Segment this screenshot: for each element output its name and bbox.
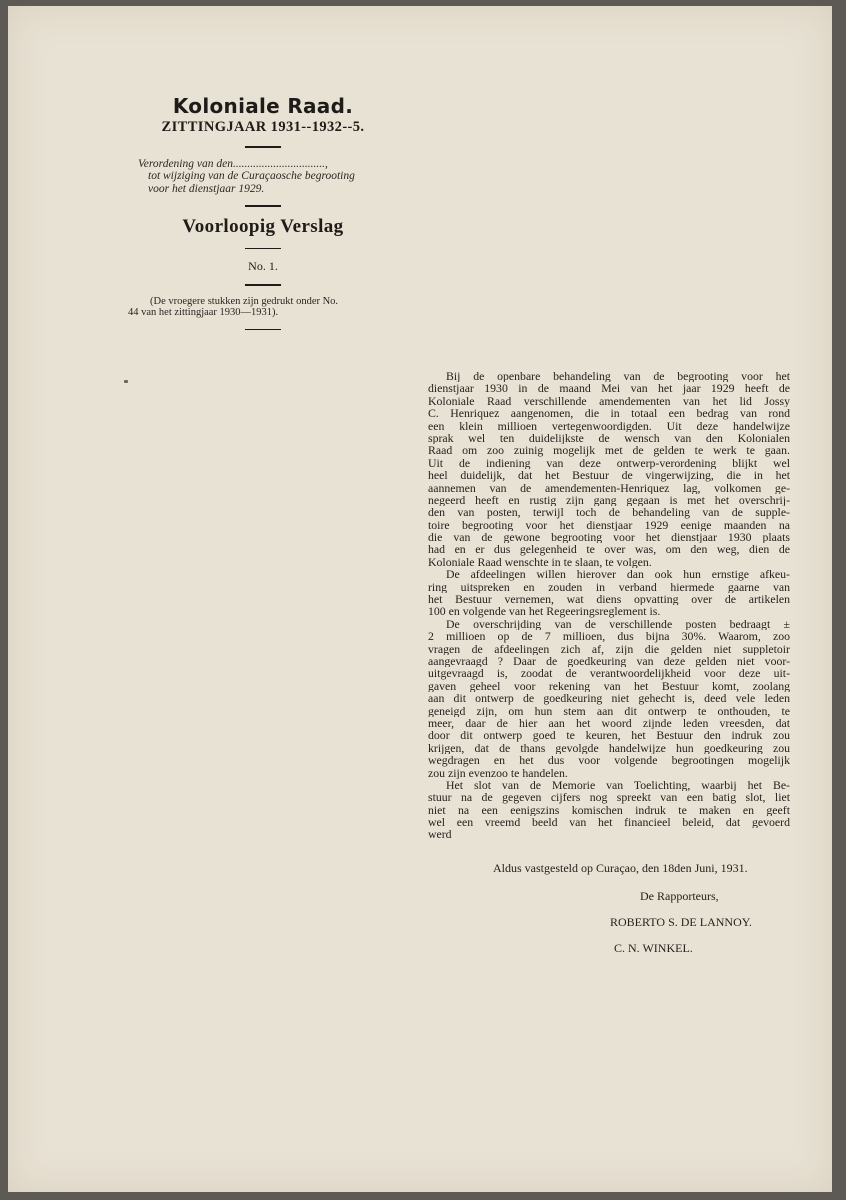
body-line: den van posten, terwijl toch de behandeling van de supple- — [428, 506, 790, 519]
body-line: Het slot van de Memorie van Toelichting, waarbij het Be- — [446, 778, 790, 792]
body-line: 100 en volgende van het Regeeringsreglement is. — [428, 605, 661, 618]
body-line: Bij de openbare behandeling van de begrooting voor het — [446, 370, 790, 383]
body-line: sprak wel ten duidelijkste de wensch van den Kolonialen — [428, 431, 790, 445]
body-line: C. Henriquez aangenomen, die in totaal een bedrag van rond — [428, 407, 790, 420]
body-line: een klein millioen vertegenwoordigden. Uit deze handelwijze — [428, 419, 790, 432]
body-line: vragen de afdeelingen zich af, zijn die gelden niet suppletoir — [428, 642, 790, 655]
session-year: ZITTINGJAAR 1931--1932--5. — [161, 119, 365, 135]
body-line: heel duidelijk, dat het Bestuur de vingerwijzing, die in het — [428, 469, 790, 482]
report-body — [428, 370, 790, 841]
council-title: Koloniale Raad. — [172, 94, 354, 118]
body-line: negeerd heeft en rustig zijn gang gegaan is met het overschrij- — [428, 493, 790, 507]
body-line: krijgen, dat de thans gevolgde handelwijze hun goedkeuring zou — [428, 741, 790, 755]
ordinance-line: voor het dienstjaar 1929. — [148, 182, 265, 195]
signatory: ROBERTO S. DE LANNOY. — [610, 915, 752, 929]
report-title: Voorloopig Verslag — [182, 215, 344, 237]
report-number: No. 1. — [248, 259, 278, 274]
body-line: Koloniale Raad verschillende amendementen van het lid Jossy — [428, 394, 790, 408]
divider — [245, 146, 281, 148]
body-line: wegdragen en het dus voor volgende begrootingen mogelijk — [428, 754, 790, 767]
body-line: het Bestuur vernemen, wat diens opvatting over de artikelen — [428, 593, 790, 606]
body-line: ring uitspreken en zouden in verband hiermede gaarne van — [428, 580, 790, 594]
body-line: werd — [428, 828, 452, 841]
body-line: aannemen van de amendementen-Henriquez lag, volkomen ge- — [428, 481, 790, 494]
body-line: Koloniale Raad wenschte in te slaan, te volgen. — [428, 555, 652, 569]
body-line: door dit ontwerp goed te keuren, het Bestuur den indruk zou — [428, 729, 790, 742]
body-line: meer, daar de hier aan het woord zijnde leden vreesden, dat — [428, 716, 790, 730]
body-line: geneigd zijn, om hun stem aan dit ontwerp te onthouden, te — [428, 704, 790, 717]
body-line: dienstjaar 1930 in de maand Mei van het jaar 1929 heeft de — [428, 382, 790, 395]
divider — [245, 205, 281, 207]
body-line: toire begrooting voor het dienstjaar 1929 eenige maanden na — [428, 518, 790, 532]
pin-mark — [124, 380, 128, 383]
body-line: aangevraagd ? Daar de goedkeuring van deze gelden niet voor- — [428, 654, 790, 668]
body-line: zou zijn evenzoo te handelen. — [428, 766, 568, 779]
ordinance-description — [128, 158, 398, 196]
signatory: C. N. WINKEL. — [614, 941, 693, 955]
divider — [245, 284, 281, 286]
body-line: Uit de indiening van deze ontwerp-verordening blijkt wel — [428, 456, 790, 470]
prior-documents-note — [128, 296, 398, 319]
body-line: wel een vreemd beeld van het financieel beleid, dat gevoerd — [428, 816, 790, 829]
body-line: Raad om zoo zuinig mogelijk met de gelden te werk te gaan. — [428, 444, 790, 457]
body-line: aan dit ontwerp de goedkeuring niet gehecht is, deed vele leden — [428, 692, 790, 705]
divider — [245, 329, 281, 331]
body-line: had en er dus gelegenheid te over was, om den weg, dien de — [428, 543, 790, 556]
body-line: De afdeelingen willen hierover dan ook hun ernstige afkeu- — [446, 568, 790, 581]
body-line: niet na een eenigszins komischen indruk te maken en geeft — [428, 803, 790, 817]
note-line: 44 van het zittingjaar 1930—1931). — [128, 307, 279, 319]
body-line: stuur na de gegeven cijfers nog spreekt van een batig slot, liet — [428, 791, 790, 804]
body-line: die van de gewone begrooting voor het dienstjaar 1930 plaats — [428, 531, 790, 544]
rapporteurs-label: De Rapporteurs, — [640, 889, 719, 903]
ordinance-line: tot wijziging van de Curaçaosche begrooting — [148, 170, 355, 183]
body-line: gaven geheel voor rekening van het Bestuur komt, zoolang — [428, 679, 790, 693]
body-line: uitgevraagd is, zoodat de verantwoordelijkheid voor deze uit- — [428, 667, 790, 680]
ordinance-line: Verordening van den................................, — [138, 157, 328, 170]
divider — [245, 248, 281, 250]
body-line: 2 millioen op de 7 millioen, dus bijna 30%. Waarom, zoo — [428, 630, 790, 643]
body-line: De overschrijding van de verschillende posten bedraagt ± — [446, 617, 790, 631]
note-line: (De vroegere stukken zijn gedrukt onder No. — [150, 295, 339, 307]
document-header — [128, 94, 398, 340]
adoption-statement: Aldus vastgesteld op Curaçao, den 18den Juni, 1931. — [493, 861, 748, 875]
document-page — [8, 6, 832, 1192]
